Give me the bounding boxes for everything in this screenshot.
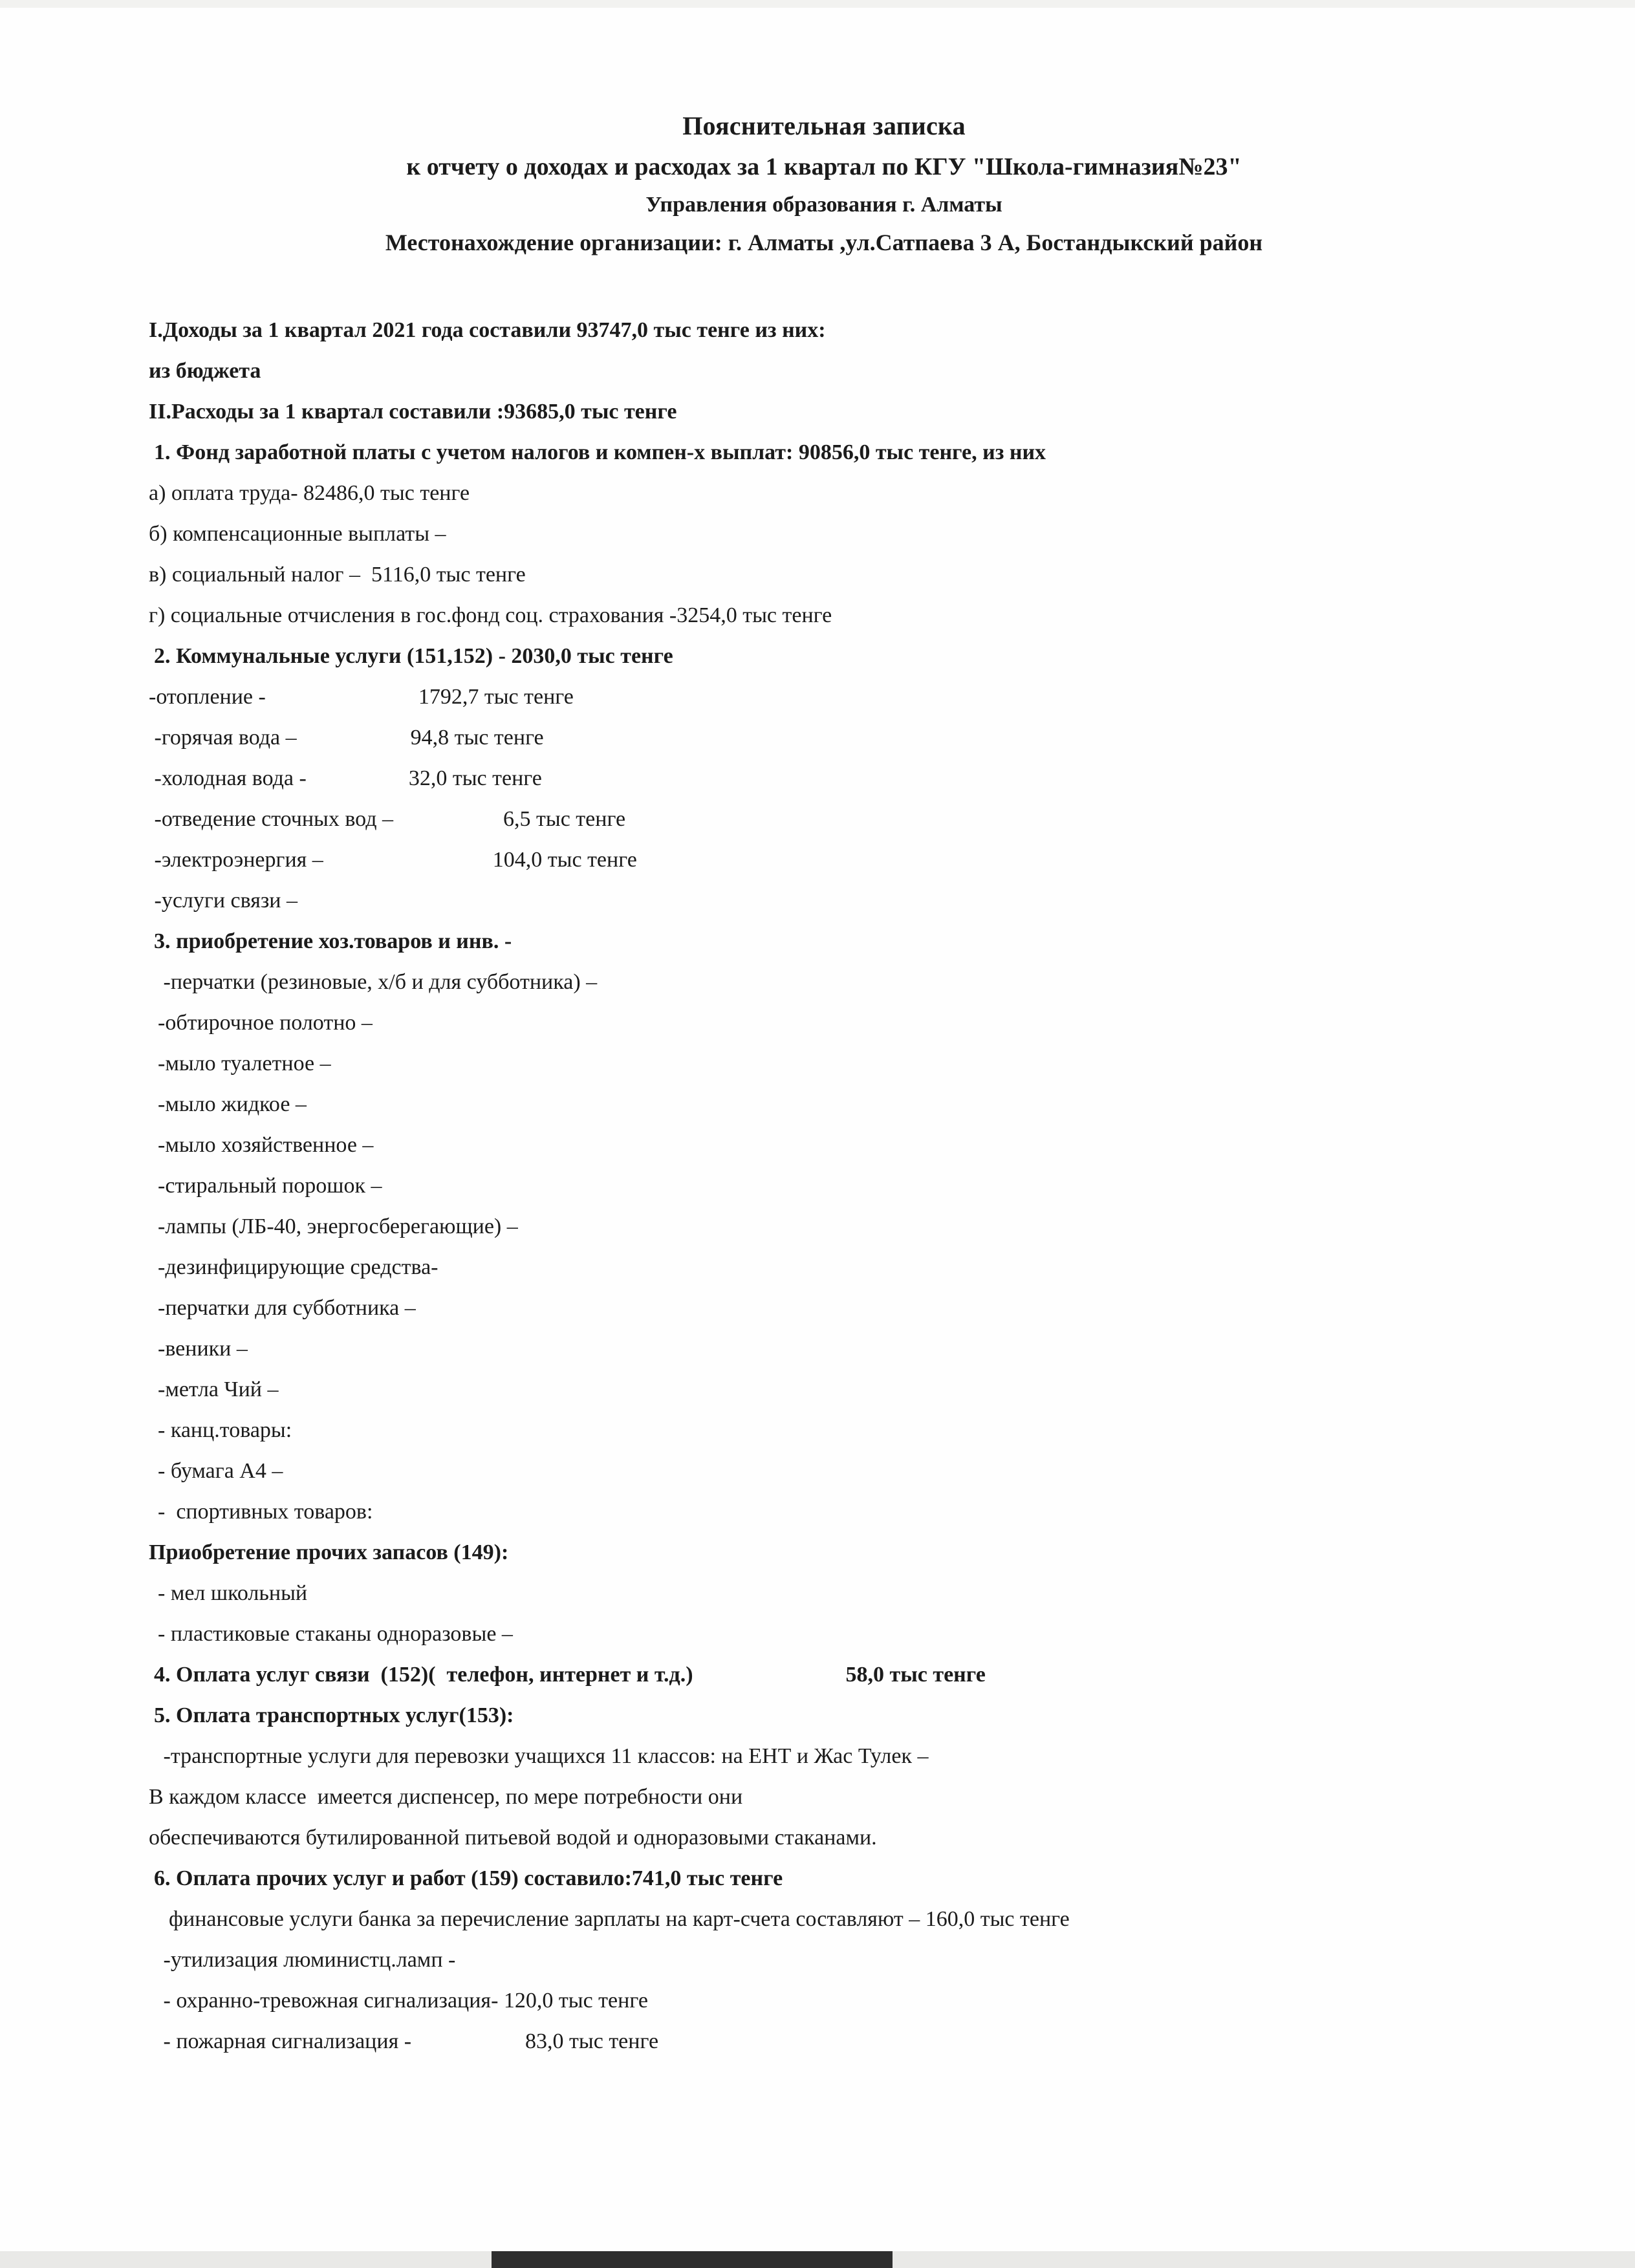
scan-top-edge [0, 0, 1635, 8]
supplies-item: -перчатки для субботника – [158, 1296, 416, 1321]
supplies-item: -дезинфицирующие средства- [158, 1255, 439, 1280]
other-services-item: финансовые услуги банка за перечисление зарплаты на карт-счета составляют – 160,0 тыс тенге [158, 1907, 1070, 1932]
communication-services-row [149, 1664, 1499, 1686]
document-subtitle: к отчету о доходах и расходах за 1 квартал по КГУ "Школа-гимназия№23" [406, 153, 1242, 180]
payroll-item-d: г) социальные отчисления в гос.фонд соц. страхования -3254,0 тыс тенге [149, 603, 832, 628]
other-stock-item: - пластиковые стаканы одноразовые – [158, 1622, 513, 1647]
utility-value: 1792,7 тыс тенге [418, 685, 574, 709]
payroll-item-c: в) социальный налог – 5116,0 тыс тенге [149, 563, 526, 587]
utility-label: -электроэнергия – [149, 848, 323, 872]
fire-alarm-value: 83,0 тыс тенге [525, 2029, 659, 2054]
payroll-item-a: а) оплата труда- 82486,0 тыс тенге [149, 481, 470, 506]
scan-bottom-shadow [492, 2251, 893, 2268]
communication-services-value: 58,0 тыс тенге [845, 1663, 986, 1687]
income-line: I.Доходы за 1 квартал 2021 года составили 93747,0 тыс тенге из них: [149, 318, 826, 343]
supplies-item: -стиральный порошок – [158, 1174, 382, 1198]
supplies-item: -мыло туалетное – [158, 1052, 331, 1076]
fire-alarm-label: - пожарная сигнализация - [158, 2029, 412, 2054]
supplies-item: - спортивных товаров: [158, 1500, 373, 1524]
utility-row [149, 768, 1499, 790]
payroll-item-b: б) компенсационные выплаты – [149, 522, 446, 546]
document-address: Местонахождение организации: г. Алматы ,ул.Сатпаева 3 А, Бостандыкский район [385, 229, 1263, 255]
other-services-item: - охранно-тревожная сигнализация- 120,0 тыс тенге [158, 1989, 648, 2013]
utility-value: 94,8 тыс тенге [410, 726, 544, 750]
transport-services-item: обеспечиваются бутилированной питьевой водой и одноразовыми стаканами. [149, 1826, 877, 1850]
utility-row [149, 727, 1499, 749]
transport-services-item: -транспортные услуги для перевозки учащихся 11 классов: на ЕНТ и Жас Тулек – [158, 1744, 929, 1769]
utility-row [149, 808, 1499, 830]
supplies-item: -обтирочное полотно – [158, 1011, 373, 1035]
utility-label: -холодная вода - [149, 766, 307, 791]
other-stock-item: - мел школьный [158, 1581, 308, 1606]
supplies-item: - канц.товары: [158, 1418, 292, 1443]
utility-label: -услуги связи – [149, 889, 298, 913]
supplies-item: - бумага А4 – [158, 1459, 283, 1484]
supplies-item: -лампы (ЛБ-40, энергосберегающие) – [158, 1215, 518, 1239]
other-stock-heading: Приобретение прочих запасов (149): [149, 1540, 509, 1565]
supplies-item: -метла Чий – [158, 1377, 279, 1402]
supplies-item: -перчатки (резиновые, х/б и для субботника) – [158, 970, 598, 995]
supplies-item: -веники – [158, 1337, 248, 1361]
payroll-heading: 1. Фонд заработной платы с учетом налогов и компен-х выплат: 90856,0 тыс тенге, из них [154, 440, 1046, 465]
other-services-item: -утилизация люминистц.ламп - [158, 1948, 456, 1972]
utility-label: -отведение сточных вод – [149, 807, 394, 832]
supplies-item: -мыло хозяйственное – [158, 1133, 374, 1158]
document-header [149, 110, 1499, 257]
expenses-line: II.Расходы за 1 квартал составили :93685,0 тыс тенге [149, 400, 677, 424]
document-organization: Управления образования г. Алматы [645, 193, 1002, 217]
utility-row [149, 849, 1499, 871]
other-services-heading: 6. Оплата прочих услуг и работ (159) составило:741,0 тыс тенге [154, 1866, 783, 1891]
income-source-line: из бюджета [149, 359, 261, 383]
utility-label: -отопление - [149, 685, 266, 709]
utility-row [149, 890, 1499, 912]
fire-alarm-row [149, 2031, 1499, 2053]
transport-services-heading: 5. Оплата транспортных услуг(153): [154, 1703, 514, 1728]
transport-services-item: В каждом классе имеется диспенсер, по мере потребности они [149, 1785, 743, 1809]
utility-value: 32,0 тыс тенге [408, 766, 542, 791]
document-body [149, 319, 1499, 2053]
utility-value: 6,5 тыс тенге [503, 807, 626, 832]
utility-label: -горячая вода – [149, 726, 297, 750]
supplies-item: -мыло жидкое – [158, 1092, 307, 1117]
supplies-heading: 3. приобретение хоз.товаров и инв. - [154, 929, 512, 954]
utility-row [149, 686, 1499, 708]
communication-services-label: 4. Оплата услуг связи (152)( телефон, интернет и т.д.) [154, 1663, 693, 1687]
page-title: Пояснительная записка [682, 111, 966, 140]
utilities-heading: 2. Коммунальные услуги (151,152) - 2030,0 тыс тенге [154, 644, 673, 669]
utility-value: 104,0 тыс тенге [492, 848, 637, 872]
